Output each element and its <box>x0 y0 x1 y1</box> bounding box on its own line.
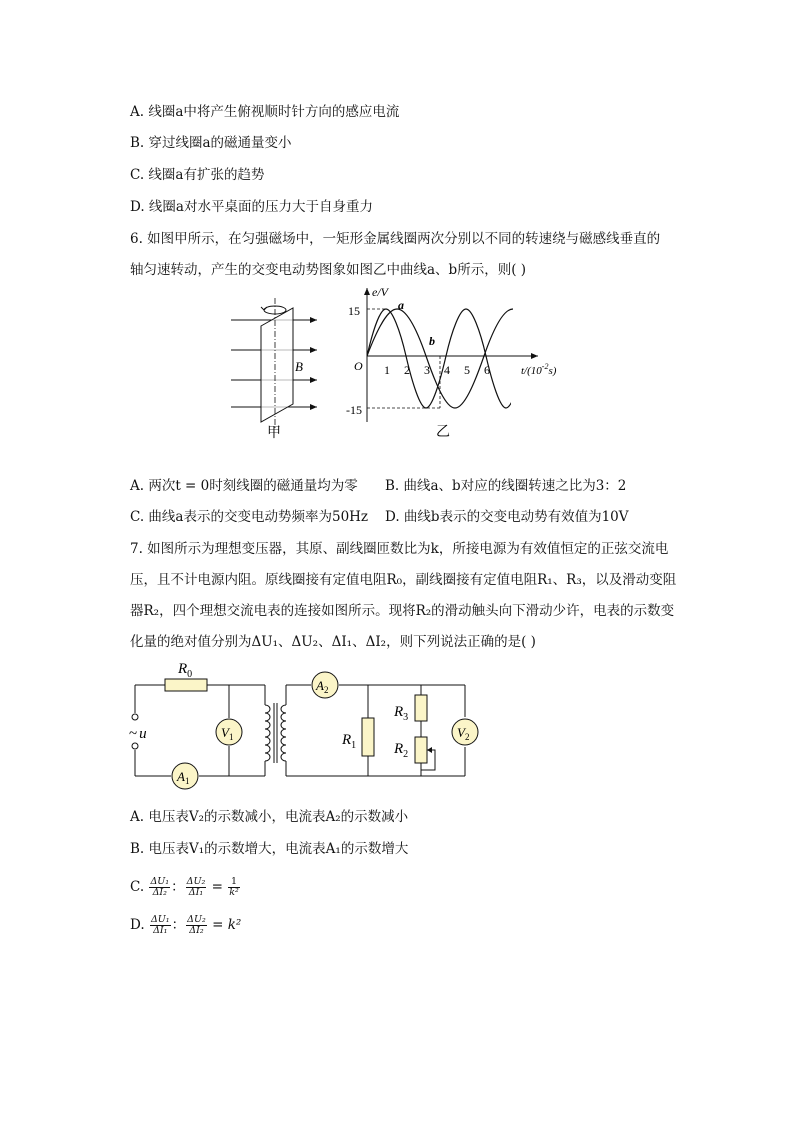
resistor-r0 <box>165 679 207 691</box>
svg-text:A2: $A_2$ <box>316 678 329 695</box>
origin-label: O <box>354 359 363 373</box>
x-tick-label: 6 <box>484 363 490 377</box>
curve-a-label: a <box>398 298 404 312</box>
q7-option-a: A. 电压表V₂的示数减小，电流表A₂的示数减小 <box>130 809 409 825</box>
q6-option-c: C. 曲线a表示的交变电动势频率为50Hz <box>130 509 369 525</box>
resistor-r1 <box>362 718 374 756</box>
field-label: B <box>295 359 303 374</box>
x-tick-label: 3 <box>424 363 430 377</box>
fig-yi-label: 乙 <box>436 425 450 440</box>
source-terminal <box>132 743 138 749</box>
x-tick-label: 4 <box>444 363 450 377</box>
q7-option-d: D. $\frac{\text{ΔU₁}}{\text{ΔI₁}}$ ： $\frac{\text{ΔU₂}}{\text{ΔI₂}}$ = k² <box>130 914 242 936</box>
curve-b-label: b <box>429 334 435 348</box>
x-tick-label: 1 <box>384 363 390 377</box>
fraction: $\frac{\text{ΔU₂}}{\text{ΔI₁}}$ <box>186 876 206 898</box>
q7-stem-line1: 7. 如图所示为理想变压器，其原、副线圈匝数比为k，所接电源为有效值恒定的正弦交流电 <box>130 541 669 557</box>
q6-option-b: B. 曲线a、b对应的线圈转速之比为3：2 <box>385 478 627 494</box>
primary-coil <box>265 705 270 761</box>
q7-option-c: C. $\frac{\text{ΔU₁}}{\text{ΔI₂}}$ ： $\frac{\text{ΔU₂}}{\text{ΔI₁}}$ = $\frac{1}{\text{k²}}$ <box>130 876 239 898</box>
q7-stem-line4: 化量的绝对值分别为ΔU₁、ΔU₂、ΔI₁、ΔI₂，则下列说法正确的是( ) <box>130 634 536 650</box>
q6-option-a: A. 两次t = 0时刻线圈的磁通量均为零 <box>130 478 358 494</box>
q7-stem-line2: 压，且不计电源内阻。原线圈接有定值电阻R₀，副线圈接有定值电阻R₁、R₃，以及滑动变阻 <box>130 572 677 588</box>
q5-option-b: B. 穿过线圈a的磁通量变小 <box>130 135 292 151</box>
resistor-r2 <box>415 737 427 763</box>
svg-text:V2: $V_2$ <box>457 725 470 742</box>
source-terminal <box>132 714 138 720</box>
fraction: $\frac{\text{ΔU₁}}{\text{ΔI₁}}$ <box>150 914 170 936</box>
x-tick-label: 5 <box>464 363 470 377</box>
svg-text:~u: ~ u <box>129 726 147 742</box>
q5-option-d: D. 线圈a对水平桌面的压力大于自身重力 <box>130 199 373 215</box>
svg-text:R1: $R_1$ <box>342 732 357 751</box>
secondary-coil <box>281 705 286 761</box>
q7-option-b: B. 电压表V₁的示数增大，电流表A₁的示数增大 <box>130 841 409 857</box>
x-axis-label: $t/(10^{-2}s)$ <box>521 362 557 377</box>
fraction: $\frac{1}{\text{k²}}$ <box>229 876 239 898</box>
y-axis-label: e/V <box>372 285 388 299</box>
svg-text:R0: $R_0$ <box>178 661 193 680</box>
svg-text:A1: $A_1$ <box>177 769 190 786</box>
q5-option-c: C. 线圈a有扩张的趋势 <box>130 167 265 183</box>
q6-figure-yi <box>340 282 570 442</box>
q7-stem-line3: 器R₂，四个理想交流电表的连接如图所示。现将R₂的滑动触头向下滑动少许，电表的示数变 <box>130 603 675 619</box>
curve-a <box>367 309 526 408</box>
y-bottom-label: -15 <box>346 403 362 417</box>
y-top-label: 15 <box>348 304 360 318</box>
q7-option-c-prefix: C. <box>130 879 145 895</box>
q6-option-d: D. 曲线b表示的交变电动势有效值为10V <box>385 509 629 525</box>
q5-option-a: A. 线圈a中将产生俯视顺时针方向的感应电流 <box>130 104 400 120</box>
q7-circuit <box>125 655 500 795</box>
q7-option-d-prefix: D. <box>130 917 145 933</box>
q6-stem-line1: 6. 如图甲所示，在匀强磁场中，一矩形金属线圈两次分别以不同的转速绕与磁感线垂直的 <box>130 231 661 247</box>
q6-figure-jia <box>225 296 330 441</box>
fraction: $\frac{\text{ΔU₂}}{\text{ΔI₂}}$ <box>187 914 206 936</box>
resistor-r3 <box>415 695 427 721</box>
fig-jia-label: 甲 <box>267 426 281 441</box>
svg-text:R3: $R_3$ <box>394 704 409 723</box>
svg-text:R2: $R_2$ <box>394 741 409 760</box>
x-tick-label: 2 <box>404 363 410 377</box>
svg-text:V1: $V_1$ <box>221 725 234 742</box>
fraction: $\frac{\text{ΔU₁}}{\text{ΔI₂}}$ <box>150 876 170 898</box>
q6-stem-line2: 轴匀速转动，产生的交变电动势图象如图乙中曲线a、b所示，则( ) <box>130 262 527 278</box>
coil <box>261 308 293 422</box>
